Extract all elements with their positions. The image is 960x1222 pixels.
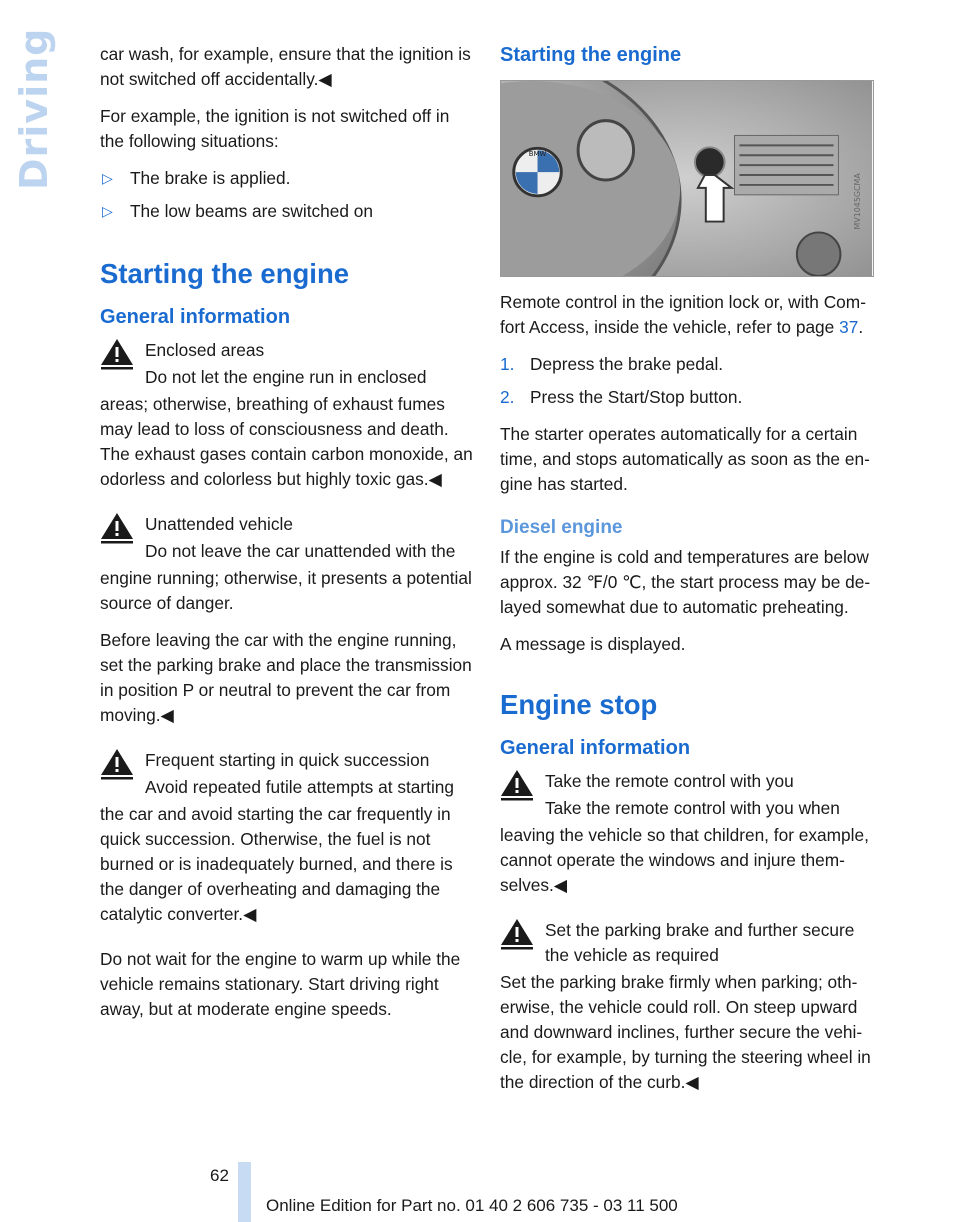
warning-text: Before leaving the car with the engine running, set the parking brake and place the transmission in position P or neutral to prevent the car from moving.◀ [100, 630, 472, 725]
outro-paragraph: Do not wait for the engine to warm up while the vehicle remains stationary. Start driving right away, but at moderate engine speeds. [100, 949, 461, 1019]
footer-edition: Online Edition for Part no. 01 40 2 606 735 - 03 11 500 [266, 1196, 678, 1215]
section-tab-label: Driving [12, 27, 56, 190]
warning-text: the car and avoid starting the car frequently in quick succession. Otherwise, the fuel is not burned or is inadequately burned, and there is the danger of overheating and damaging the catalytic converter.◀ [100, 804, 453, 924]
warning-block [100, 748, 474, 927]
intro-paragraph: car wash, for example, ensure that the ignition is not switched off accidentally.◀ [100, 44, 471, 89]
list-item: ▷ The brake is applied. [100, 166, 474, 191]
section-heading: Starting the engine [100, 258, 350, 289]
warning-block [100, 512, 474, 728]
warning-block [100, 338, 474, 492]
warning-title: Enclosed areas [145, 340, 265, 360]
warning-text: Do not let the engine run in enclosed [145, 367, 427, 387]
message-paragraph: A message is displayed. [500, 634, 686, 654]
warning-text: Avoid repeated futile attempts at starting [145, 777, 455, 797]
steps-list [500, 352, 874, 410]
diesel-heading: Diesel engine [500, 517, 623, 538]
warning-block [500, 769, 874, 898]
section-heading: Engine stop [500, 689, 658, 720]
warning-title: Frequent starting in quick succession [145, 750, 430, 770]
warning-triangle-icon [100, 512, 134, 544]
list-item: ▷ The low beams are switched on [100, 199, 474, 224]
warning-triangle-icon [100, 748, 134, 780]
warning-triangle-icon [500, 918, 534, 950]
warning-text: Set the parking brake firmly when parking; otherwise, the vehicle could roll. On steep upward and downward inclines, further secure the vehicle, for example, by turning the steering wheel in the direction of the curb.◀ [500, 972, 871, 1092]
subsection-heading: General information [100, 306, 291, 328]
warning-text: leaving the vehicle so that children, for example, cannot operate the windows and injure themselves.◀ [500, 825, 869, 895]
page-reference-link[interactable]: 37 [839, 317, 859, 337]
subsection-heading: General information [500, 737, 691, 759]
right-column [500, 42, 874, 1107]
warning-text: engine running; otherwise, it presents a potential source of danger. [100, 568, 472, 613]
warning-text: Take the remote control with you when [545, 798, 840, 818]
image-code: MV1045GCMA [853, 173, 863, 230]
situations-intro: For example, the ignition is not switched off in the following situations: [100, 106, 450, 151]
warning-block [500, 918, 874, 1095]
figure-heading: Starting the engine [500, 44, 682, 66]
warning-title: Set the parking brake and further secure the vehicle as required [545, 920, 855, 965]
list-item: 2. Press the Start/Stop button. [500, 387, 743, 407]
situations-list [100, 166, 474, 224]
starter-paragraph: The starter operates automatically for a certain time, and stops automatically as soon as the engine has started. [500, 424, 870, 494]
list-item: 1. Depress the brake pedal. [500, 354, 724, 374]
figure-caption: Remote control in the ignition lock or, with Comfort Access, inside the vehicle, refer to page 37. [500, 292, 866, 337]
triangle-bullet-icon: ▷ [102, 170, 113, 186]
page-number: 62 [210, 1166, 229, 1185]
warning-triangle-icon [100, 338, 134, 370]
warning-title: Unattended vehicle [145, 514, 293, 534]
section-tab [12, 27, 56, 190]
steering-wheel-photo [500, 80, 874, 277]
warning-text: Do not leave the car unattended with the [145, 541, 456, 561]
triangle-bullet-icon: ▷ [102, 203, 113, 219]
left-column [100, 42, 474, 1034]
warning-triangle-icon [500, 769, 534, 801]
logo-text: BMW [528, 150, 547, 159]
footer-bar [238, 1162, 251, 1222]
warning-text: areas; otherwise, breathing of exhaust fumes may lead to loss of consciousness and death. The exhaust gases contain carbon monoxide, an odorless and colorless but highly toxic gas.◀ [100, 394, 473, 489]
warning-title: Take the remote control with you [545, 771, 794, 791]
diesel-paragraph: If the engine is cold and temperatures are below approx. 32 ℉/0 ℃, the start process may be delayed somewhat due to automatic preheating. [500, 547, 871, 617]
